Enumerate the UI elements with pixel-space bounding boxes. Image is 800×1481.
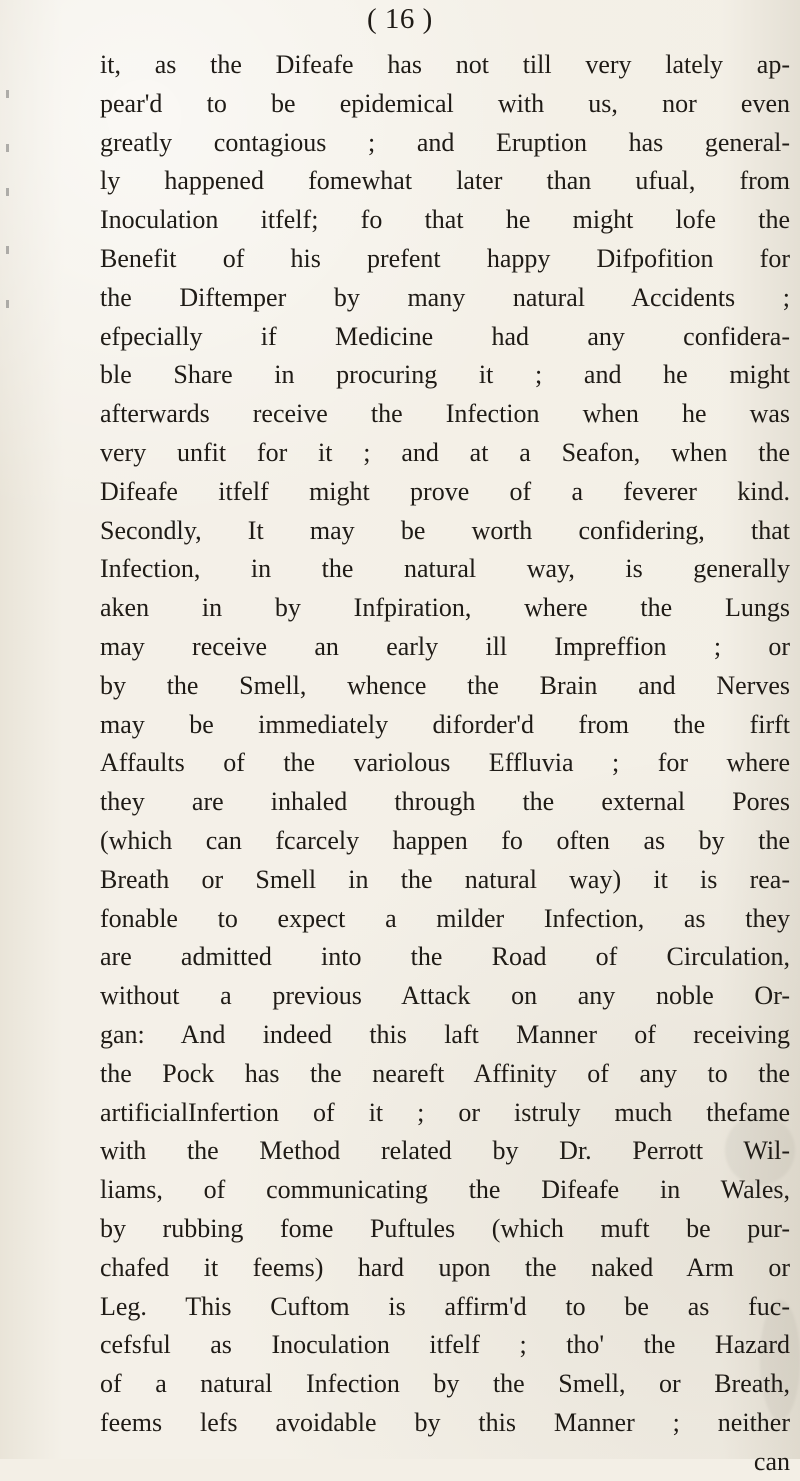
text-line: efpecially if Medicine had any confidera- — [100, 321, 790, 351]
text-line: of a natural Infection by the Smell, or Breath, — [100, 1369, 790, 1399]
margin-mark — [6, 300, 9, 308]
text-line: chafed it feems) hard upon the naked Arm or — [100, 1252, 790, 1282]
text-line: Breath or Smell in the natural way) it is rea- — [100, 864, 790, 894]
text-line: are admitted into the Road of Circulation, — [100, 942, 790, 972]
text-line: (which can fcarcely happen fo often as by the — [100, 825, 790, 855]
margin-mark — [6, 90, 9, 98]
text-line: may be immediately diforder'd from the firft — [100, 709, 790, 739]
text-line: aken in by Infpiration, where the Lungs — [100, 593, 790, 623]
margin-mark — [6, 188, 9, 196]
text-line: Leg. This Cuftom is affirm'd to be as fuc- — [100, 1291, 790, 1321]
catchword: can — [753, 1446, 790, 1476]
text-line: gan: And indeed this laft Manner of receiving — [100, 1019, 790, 1049]
text-line: very unfit for it ; and at a Seafon, when the — [100, 437, 790, 467]
text-line: without a previous Attack on any noble Or- — [100, 981, 790, 1011]
text-line: pear'd to be epidemical with us, nor even — [100, 88, 790, 118]
text-line: artificialInfertion of it ; or istruly much thefame — [100, 1097, 790, 1127]
text-line: Affaults of the variolous Effluvia ; for where — [100, 748, 790, 778]
text-line: it, as the Difeafe has not till very lately ap- — [100, 50, 790, 79]
text-line: cefsful as Inoculation itfelf ; tho' the Hazard — [100, 1330, 790, 1360]
text-line: greatly contagious ; and Eruption has general- — [100, 127, 790, 157]
text-line: ble Share in procuring it ; and he might — [100, 360, 790, 390]
text-line: the Pock has the neareft Affinity of any to the — [100, 1058, 790, 1088]
text-line: they are inhaled through the external Pores — [100, 787, 790, 817]
text-line: Infection, in the natural way, is generally — [100, 554, 790, 584]
margin-mark — [6, 246, 9, 254]
text-line: Benefit of his prefent happy Difpofition for — [100, 243, 790, 273]
text-line: feems lefs avoidable by this Manner ; neither — [100, 1407, 790, 1437]
text-line: Secondly, It may be worth confidering, that — [100, 515, 790, 545]
text-line: may receive an early ill Impreffion ; or — [100, 631, 790, 661]
text-line: Inoculation itfelf; fo that he might lofe the — [100, 205, 790, 235]
text-line: fonable to expect a milder Infection, as they — [100, 903, 790, 933]
text-line: Difeafe itfelf might prove of a feverer kind. — [100, 476, 790, 506]
text-line: afterwards receive the Infection when he was — [100, 399, 790, 429]
text-line: ly happened fomewhat later than ufual, from — [100, 166, 790, 196]
margin-mark — [6, 144, 9, 152]
page-number: ( 16 ) — [367, 3, 433, 35]
text-line: the Diftemper by many natural Accidents ; — [100, 282, 790, 312]
text-line: by rubbing fome Puftules (which muft be pur- — [100, 1213, 790, 1243]
main-text-block — [100, 46, 790, 1481]
text-line: liams, of communicating the Difeafe in Wales, — [100, 1175, 790, 1205]
left-margin-marks — [6, 90, 36, 330]
text-line: by the Smell, whence the Brain and Nerves — [100, 670, 790, 700]
text-line: with the Method related by Dr. Perrott Wil- — [100, 1136, 790, 1166]
